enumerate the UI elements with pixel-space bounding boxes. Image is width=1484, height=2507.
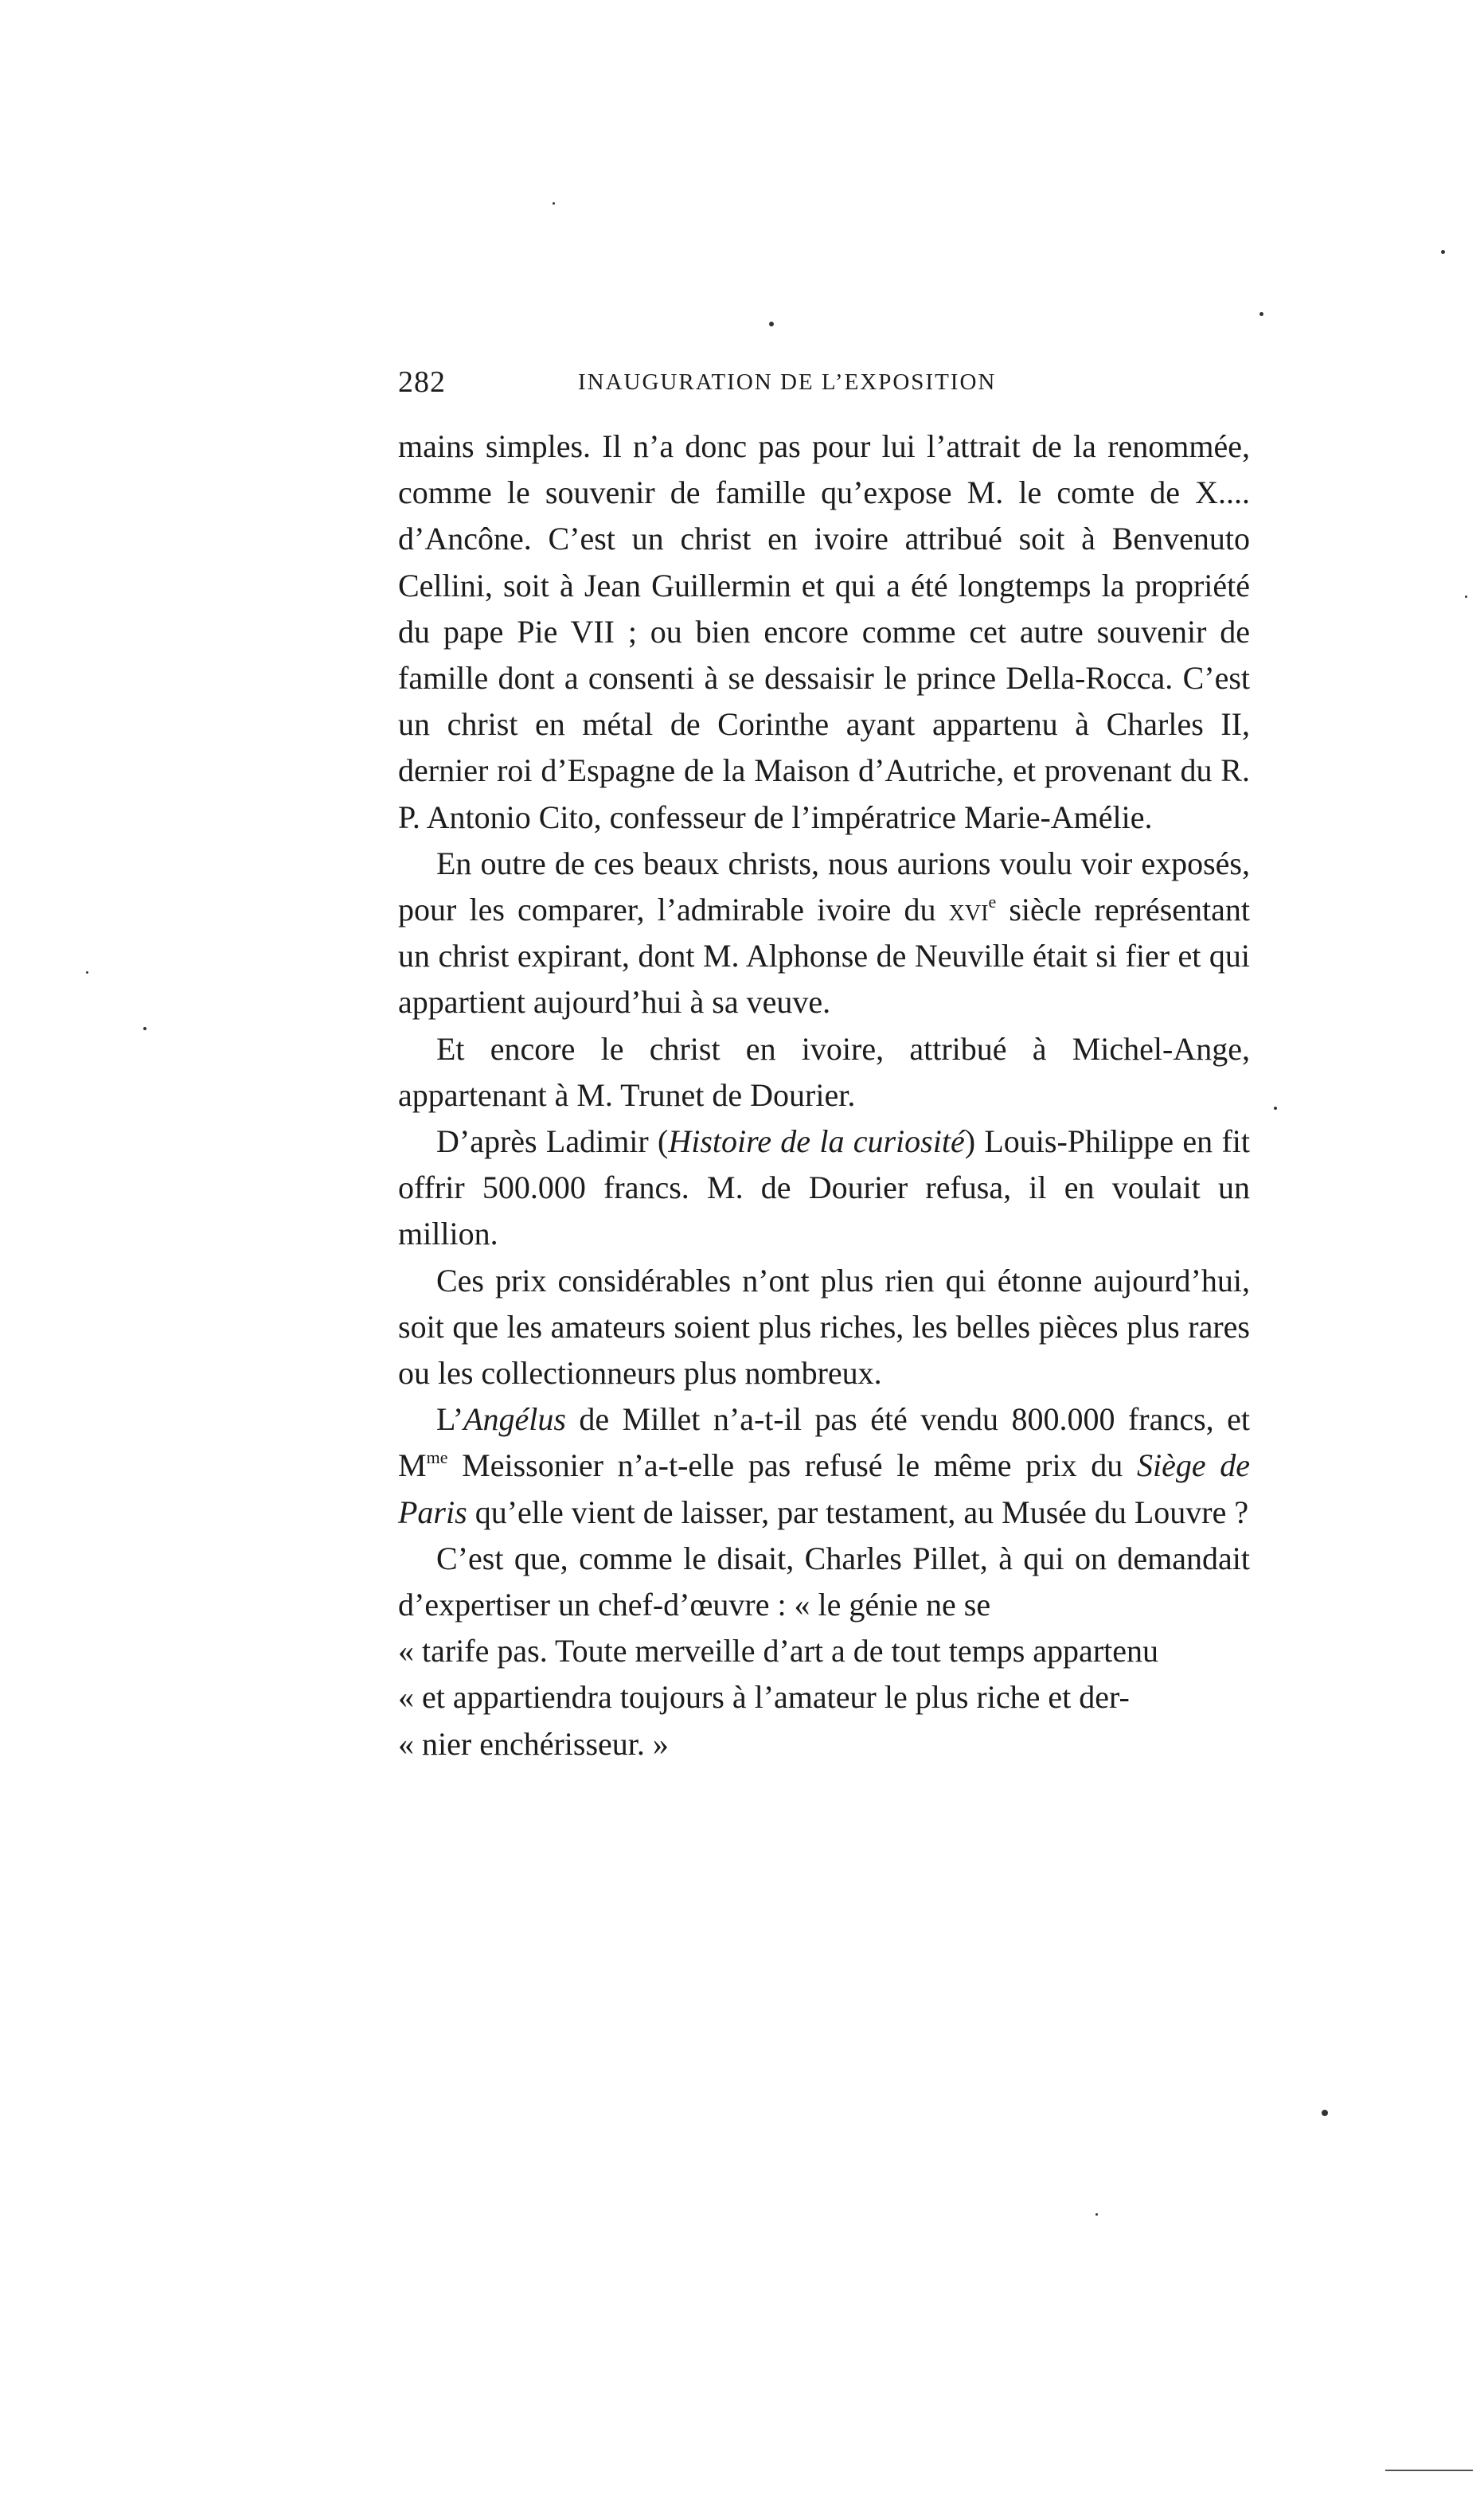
century-superscript: e xyxy=(988,892,997,912)
paragraph-3-text: Et encore le christ en ivoire, attribué à Michel-Ange, appartenant à M. Trunet de Dourier. xyxy=(398,1030,1250,1113)
paragraph-6-text-c: Meissonier n’a-t-elle pas refusé le même prix du xyxy=(447,1447,1137,1484)
madame-superscript: me xyxy=(426,1447,448,1468)
scan-speck xyxy=(86,971,88,974)
paragraph-5 xyxy=(398,1258,1250,1397)
paragraph-2 xyxy=(398,841,1250,1026)
scan-edge-mark xyxy=(1385,2470,1473,2471)
scan-speck xyxy=(143,1027,146,1030)
scan-speck xyxy=(1095,2213,1098,2216)
paragraph-7 xyxy=(398,1536,1250,1628)
scan-speck xyxy=(553,202,555,205)
paragraph-4 xyxy=(398,1119,1250,1258)
scan-speck xyxy=(1259,312,1263,316)
paragraph-4-text-b: ) Louis-Philippe en fit offrir 500.000 francs. M. de Dourier refusa, il en voulait un million. xyxy=(398,1123,1250,1252)
scan-speck xyxy=(769,322,774,326)
paragraph-2-text-a: En outre de ces beaux christs, nous aurions voulu voir exposés, pour les comparer, l’admirable ivoire du xyxy=(398,845,1250,928)
scan-speck xyxy=(1322,2110,1328,2116)
quote-line-2: « tarife pas. Toute merveille d’art a de tout temps appartenu xyxy=(398,1633,1158,1669)
scan-speck xyxy=(1274,1107,1277,1110)
quote-line-1: C’est que, comme le disait, Charles Pillet, à qui on demandait d’expertiser un chef-d’œuvre : « le génie ne se xyxy=(398,1540,1250,1623)
paragraph-6-text-a: L’ xyxy=(436,1401,464,1438)
paragraph-6 xyxy=(398,1396,1250,1536)
scan-speck xyxy=(1441,250,1445,254)
quote-line-3: « et appartiendra toujours à l’amateur le plus riche et der- xyxy=(398,1679,1130,1716)
quote-line-2-block xyxy=(398,1628,1250,1674)
scan-speck xyxy=(1465,596,1467,598)
book-title-italic: Histoire de la curiosité xyxy=(668,1123,965,1160)
century-numeral: xvi xyxy=(948,892,989,928)
painting-title-siege: Siège de Paris xyxy=(398,1447,1251,1530)
running-head: INAUGURATION DE L’EXPOSITION xyxy=(578,369,997,395)
painting-title-angelus: Angélus xyxy=(463,1401,566,1438)
quote-line-4-block xyxy=(398,1721,1250,1767)
paragraph-1-text: mains simples. Il n’a donc pas pour lui l’attrait de la renommée, comme le souvenir de famille qu’expose M. le comte de X.... d’Ancône. C’est un christ en ivoire attribué soit à Benvenuto Cellini, soit à Jean Guillermin et qui a été longtemps la propriété du pape Pie VII ; ou bien encore comme cet autre souvenir de famille dont a consenti à se dessaisir le prince Della-Rocca. C’est un christ en métal de Corinthe ayant appartenu à Charles II, dernier roi d’Espagne de la Maison d’Autriche, et provenant du R. P. Antonio Cito, confesseur de l’impératrice Marie-Amélie. xyxy=(398,428,1250,835)
paragraph-3 xyxy=(398,1026,1250,1119)
body-text xyxy=(398,424,1250,1767)
paragraph-1 xyxy=(398,424,1250,841)
paragraph-4-text-a: D’après Ladimir ( xyxy=(436,1123,669,1160)
paragraph-6-text-b: de Millet n’a-t-il pas été vendu 800.000 francs, et M xyxy=(398,1401,1250,1484)
paragraph-5-text: Ces prix considérables n’ont plus rien qui étonne aujourd’hui, soit que les amateurs soient plus riches, les belles pièces plus rares ou les collectionneurs plus nombreux. xyxy=(398,1262,1250,1392)
quote-line-3-block xyxy=(398,1674,1250,1720)
page-header xyxy=(398,365,1250,412)
paragraph-6-text-d: qu’elle vient de laisser, par testament, au Musée du Louvre ? xyxy=(467,1494,1249,1530)
page-number: 282 xyxy=(398,365,446,399)
paragraph-2-text-b: siècle représentant un christ expirant, dont M. Alphonse de Neuville était si fier et qui appartient aujourd’hui à sa veuve. xyxy=(398,892,1250,1021)
quote-line-4: « nier enchérisseur. » xyxy=(398,1725,669,1762)
